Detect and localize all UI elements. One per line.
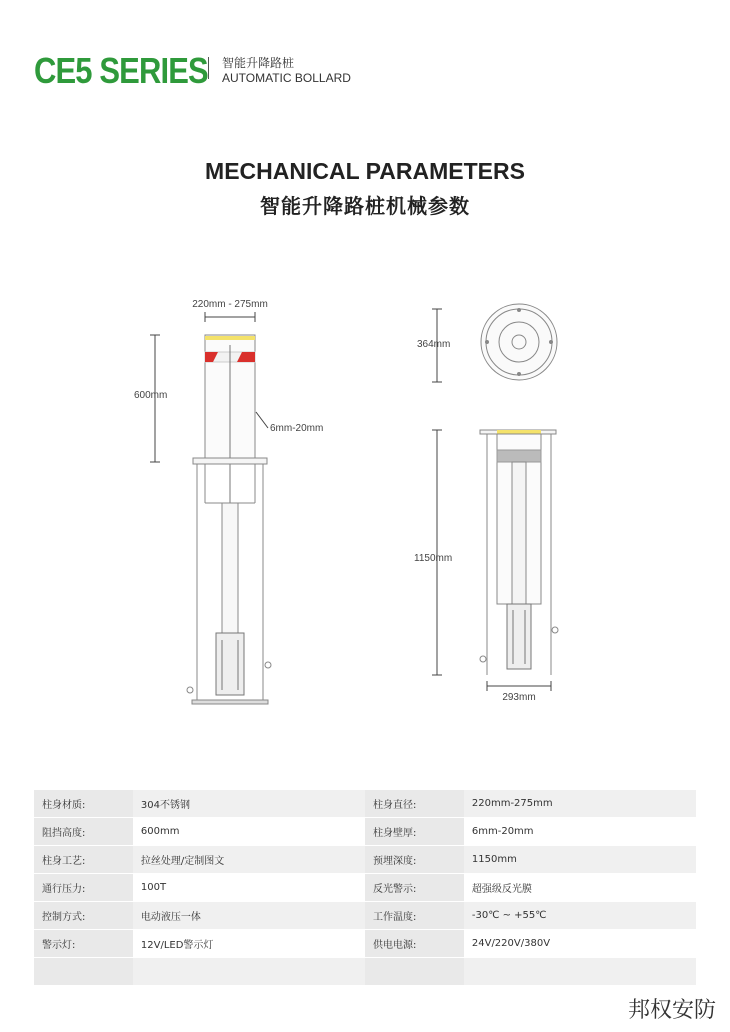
series-logo: CE5 SERIES [34,50,208,91]
product-name-cn: 智能升降路桩 [222,56,295,70]
param-label: 柱身直径: [365,790,464,818]
dim-base-width: 293mm [502,692,536,703]
param-value: 超强级反光膜 [464,874,696,902]
param-label: 通行压力: [34,874,133,902]
param-label [34,958,133,986]
table-row [34,958,696,986]
param-value: 304不锈钢 [133,790,365,818]
param-value: 600mm [133,818,365,846]
param-value: 24V/220V/380V [464,930,696,958]
table-row [34,818,696,846]
param-label: 反光警示: [365,874,464,902]
param-value: 1150mm [464,846,696,874]
parameters-table [34,790,696,986]
dim-thickness: 6mm-20mm [270,423,324,434]
param-value [133,958,365,986]
page-title-en: MECHANICAL PARAMETERS [205,158,525,184]
table-row [34,874,696,902]
param-label: 柱身材质: [34,790,133,818]
dim-diameter: 220mm - 275mm [192,299,268,310]
param-label [365,958,464,986]
dim-top-height: 364mm [417,339,451,350]
table-row [34,902,696,930]
param-label: 警示灯: [34,930,133,958]
param-value: 220mm-275mm [464,790,696,818]
param-value: 电动液压一体 [133,902,365,930]
watermark: 邦权安防 [627,998,716,1023]
page-title-cn: 智能升降路桩机械参数 [260,194,470,218]
param-value: 6mm-20mm [464,818,696,846]
param-value: -30℃ ~ +55℃ [464,902,696,930]
table-row [34,930,696,958]
param-label: 预埋深度: [365,846,464,874]
param-value: 100T [133,874,365,902]
param-label: 柱身壁厚: [365,818,464,846]
param-value: 12V/LED警示灯 [133,930,365,958]
table-row [34,846,696,874]
param-label: 柱身工艺: [34,846,133,874]
dim-depth: 1150mm [414,553,453,564]
table-row [34,790,696,818]
param-label: 供电电源: [365,930,464,958]
param-label: 阻挡高度: [34,818,133,846]
dim-height: 600mm [134,390,168,401]
param-label: 控制方式: [34,902,133,930]
param-label: 工作温度: [365,902,464,930]
param-value: 拉丝处理/定制图文 [133,846,365,874]
product-name-en: AUTOMATIC BOLLARD [222,71,351,85]
param-value [464,958,696,986]
side-view [150,312,271,704]
top-view [432,304,557,382]
